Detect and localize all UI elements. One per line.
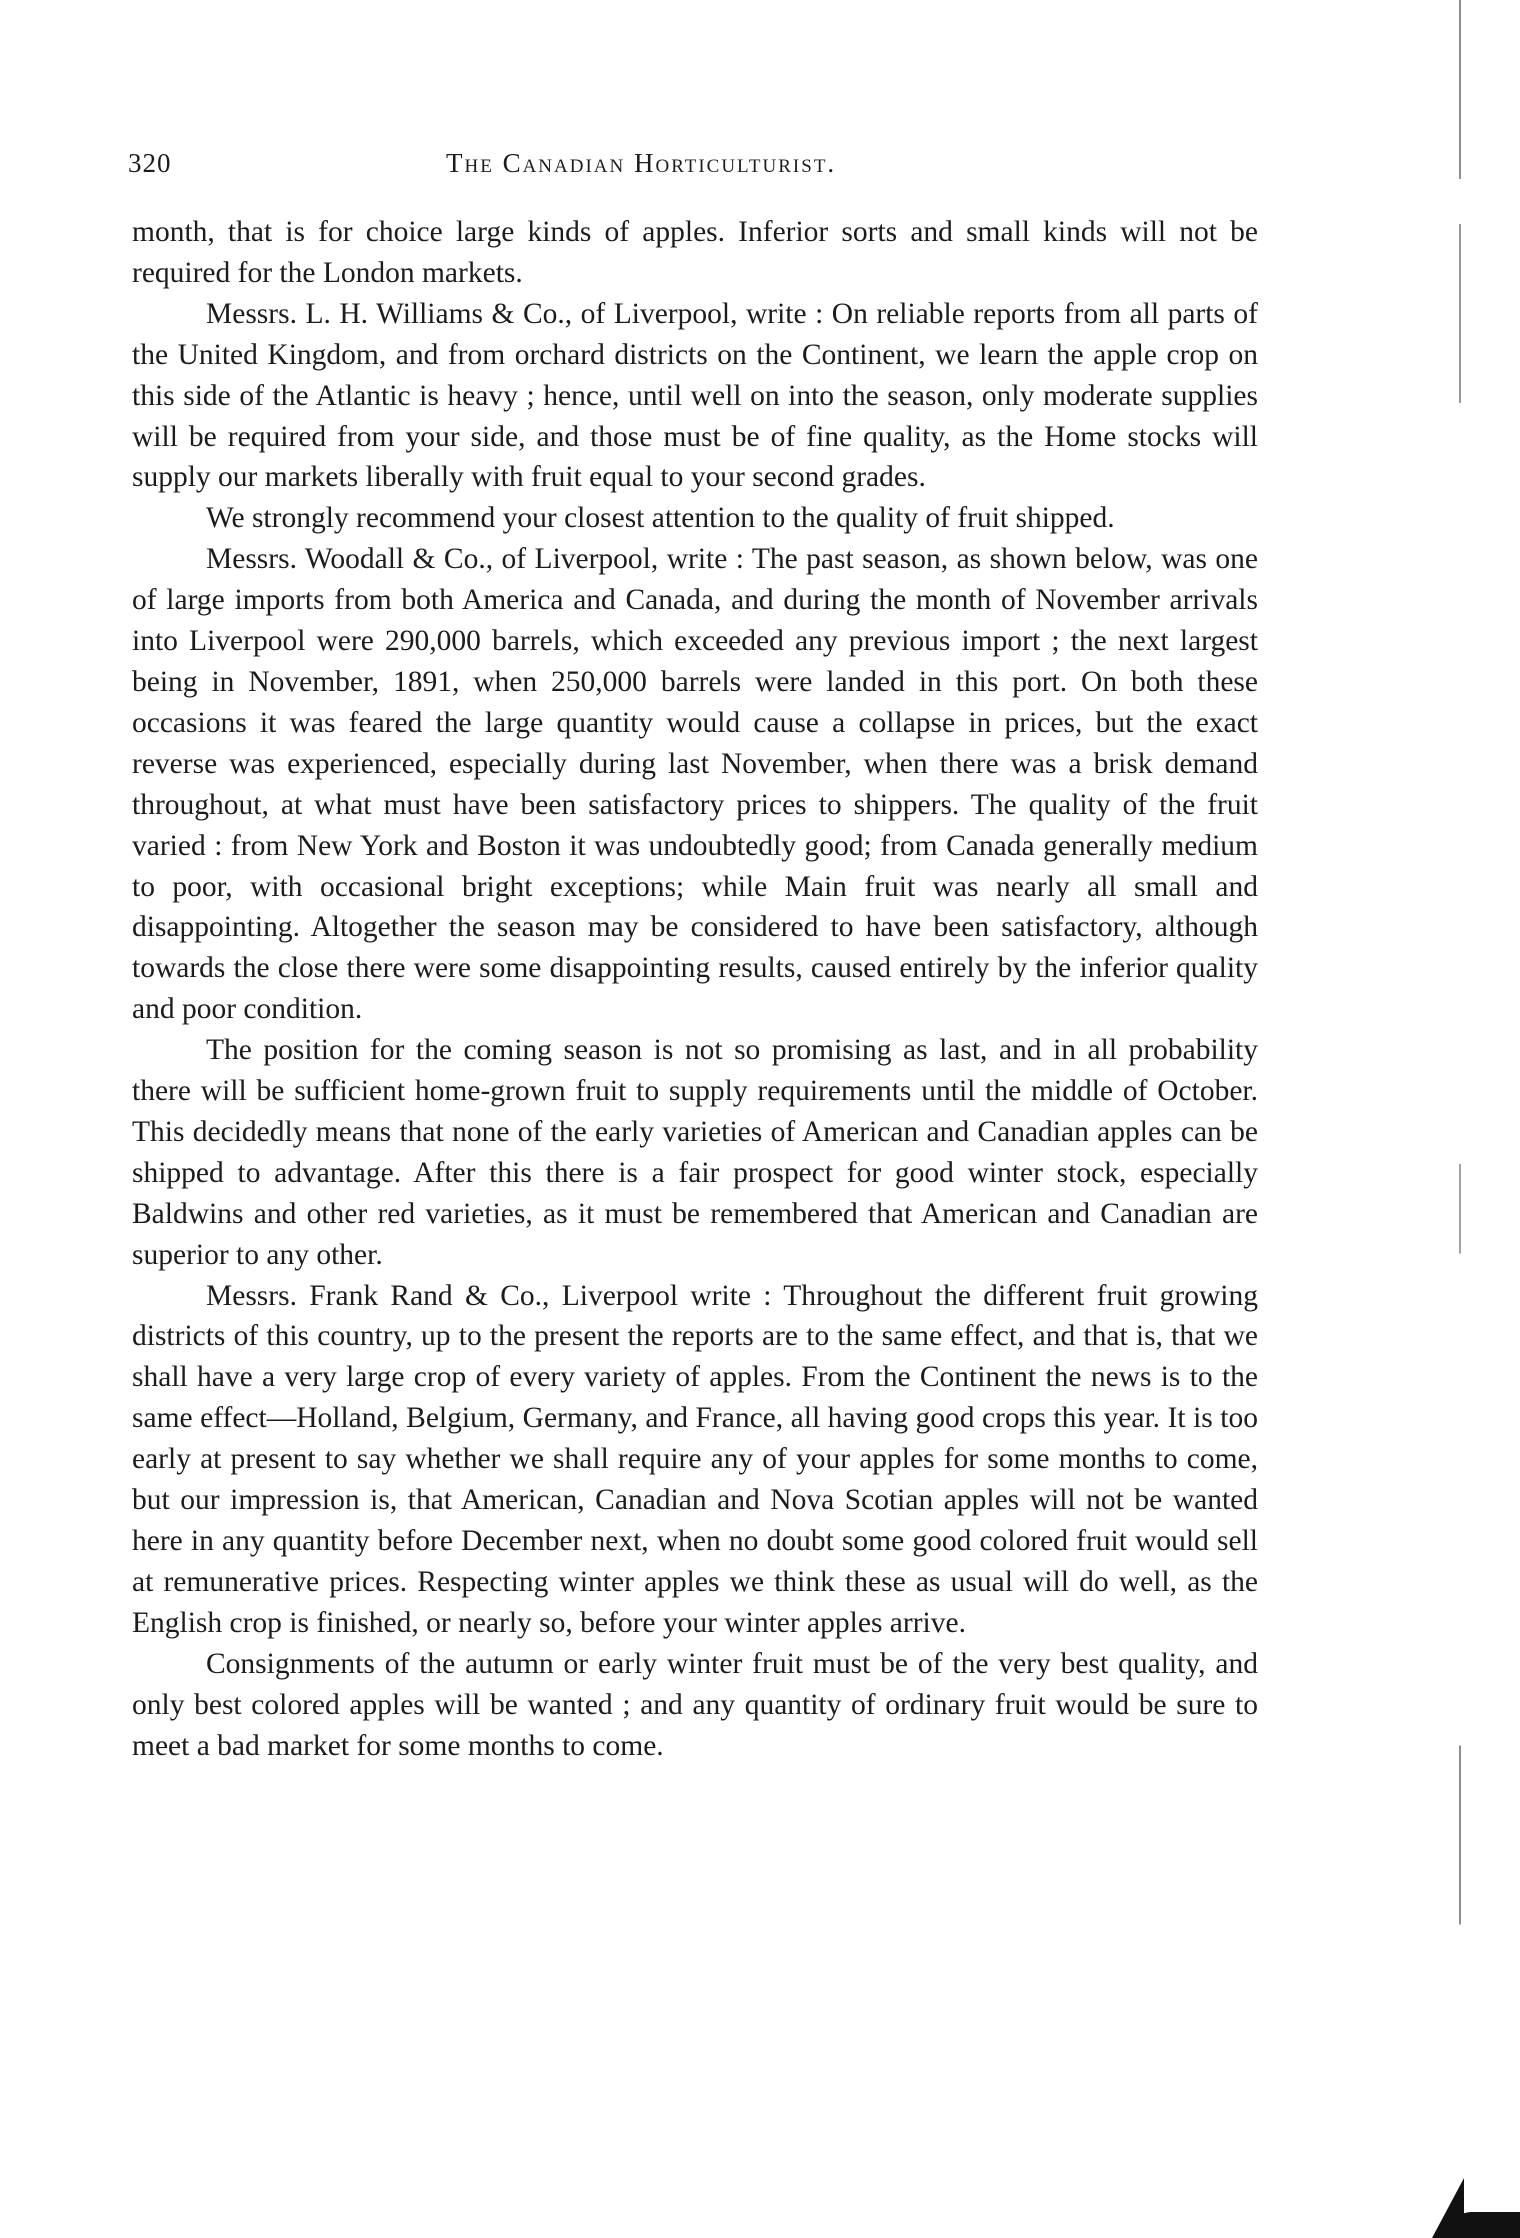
paragraph-coming-season: The position for the coming season is not so promising as last, and in all probability there will be sufficient home-grown fruit to supply requirements until the middle of October. This decidedly means that none of the early varieties of American and Canadian apples can be shipped to advantage. After this there is a fair prospect for good winter stock, especially Baldwins and other red varieties, as it must be remembered that American and Canadian are superior to any other. xyxy=(132,1034,1258,1271)
paragraph-williams: Messrs. L. H. Williams & Co., of Liverpool, write : On reliable reports from all parts of the United Kingdom, and from orchard districts on the Continent, we learn the apple crop on this side of the Atlantic is heavy ; hence, until well on into the season, only moderate supplies will be required from your side, and those must be of fine quality, as the Home stocks will supply our markets liberally with fruit equal to your second grades. xyxy=(132,297,1258,494)
paragraph-frank-rand: Messrs. Frank Rand & Co., Liverpool write : Throughout the different fruit growing districts of this country, up to the present the reports are to the same effect, and that is, that we shall have a very large crop of every variety of apples. From the Continent the news is to the same effect—Holland, Belgium, Germany, and France, all having good crops this year. It is too early at present to say whether we shall require any of your apples for some months to come, but our impression is, that American, Canadian and Nova Scotian apples will not be wanted here in any quantity before December next, when no doubt some good colored fruit would sell at remunerative prices. Respecting winter apples we think these as usual will do well, as the English crop is finished, or nearly so, before your winter apples arrive. xyxy=(132,1279,1258,1639)
paragraph-consignments: Consignments of the autumn or early winter fruit must be of the very best quality, and only best colored apples will be wanted ; and any quantity of ordinary fruit would be sure to meet a bad market for some months to come. xyxy=(132,1647,1258,1762)
scan-corner-shadow xyxy=(1446,2212,1520,2238)
scan-edge-line xyxy=(1459,0,1461,2238)
page-header xyxy=(128,148,1258,192)
running-title: The Canadian Horticulturist. xyxy=(446,148,837,178)
article-body xyxy=(132,212,1258,1766)
paragraph-recommendation: We strongly recommend your closest attention to the quality of fruit shipped. xyxy=(206,502,1115,535)
paragraph-woodall: Messrs. Woodall & Co., of Liverpool, write : The past season, as shown below, was one of large imports from both America and Canada, and during the month of November arrivals into Liverpool were 290,000 barrels, which exceeded any previous import ; the next largest being in November, 1891, when 250,000 barrels were landed in this port. On both these occasions it was feared the large quantity would cause a collapse in prices, but the exact reverse was experienced, especially during last November, when there was a brisk demand throughout, at what must have been satisfactory prices to shippers. The quality of the fruit varied : from New York and Boston it was undoubtedly good; from Canada generally medium to poor, with occasional bright exceptions; while Main fruit was nearly all small and disappointing. Altogether the season may be considered to have been satisfactory, although towards the close there were some disappointing results, caused entirely by the inferior quality and poor condition. xyxy=(132,543,1258,1026)
paragraph-continued: month, that is for choice large kinds of apples. Inferior sorts and small kinds will not be required for the London markets. xyxy=(132,216,1258,289)
page-number: 320 xyxy=(128,148,172,178)
